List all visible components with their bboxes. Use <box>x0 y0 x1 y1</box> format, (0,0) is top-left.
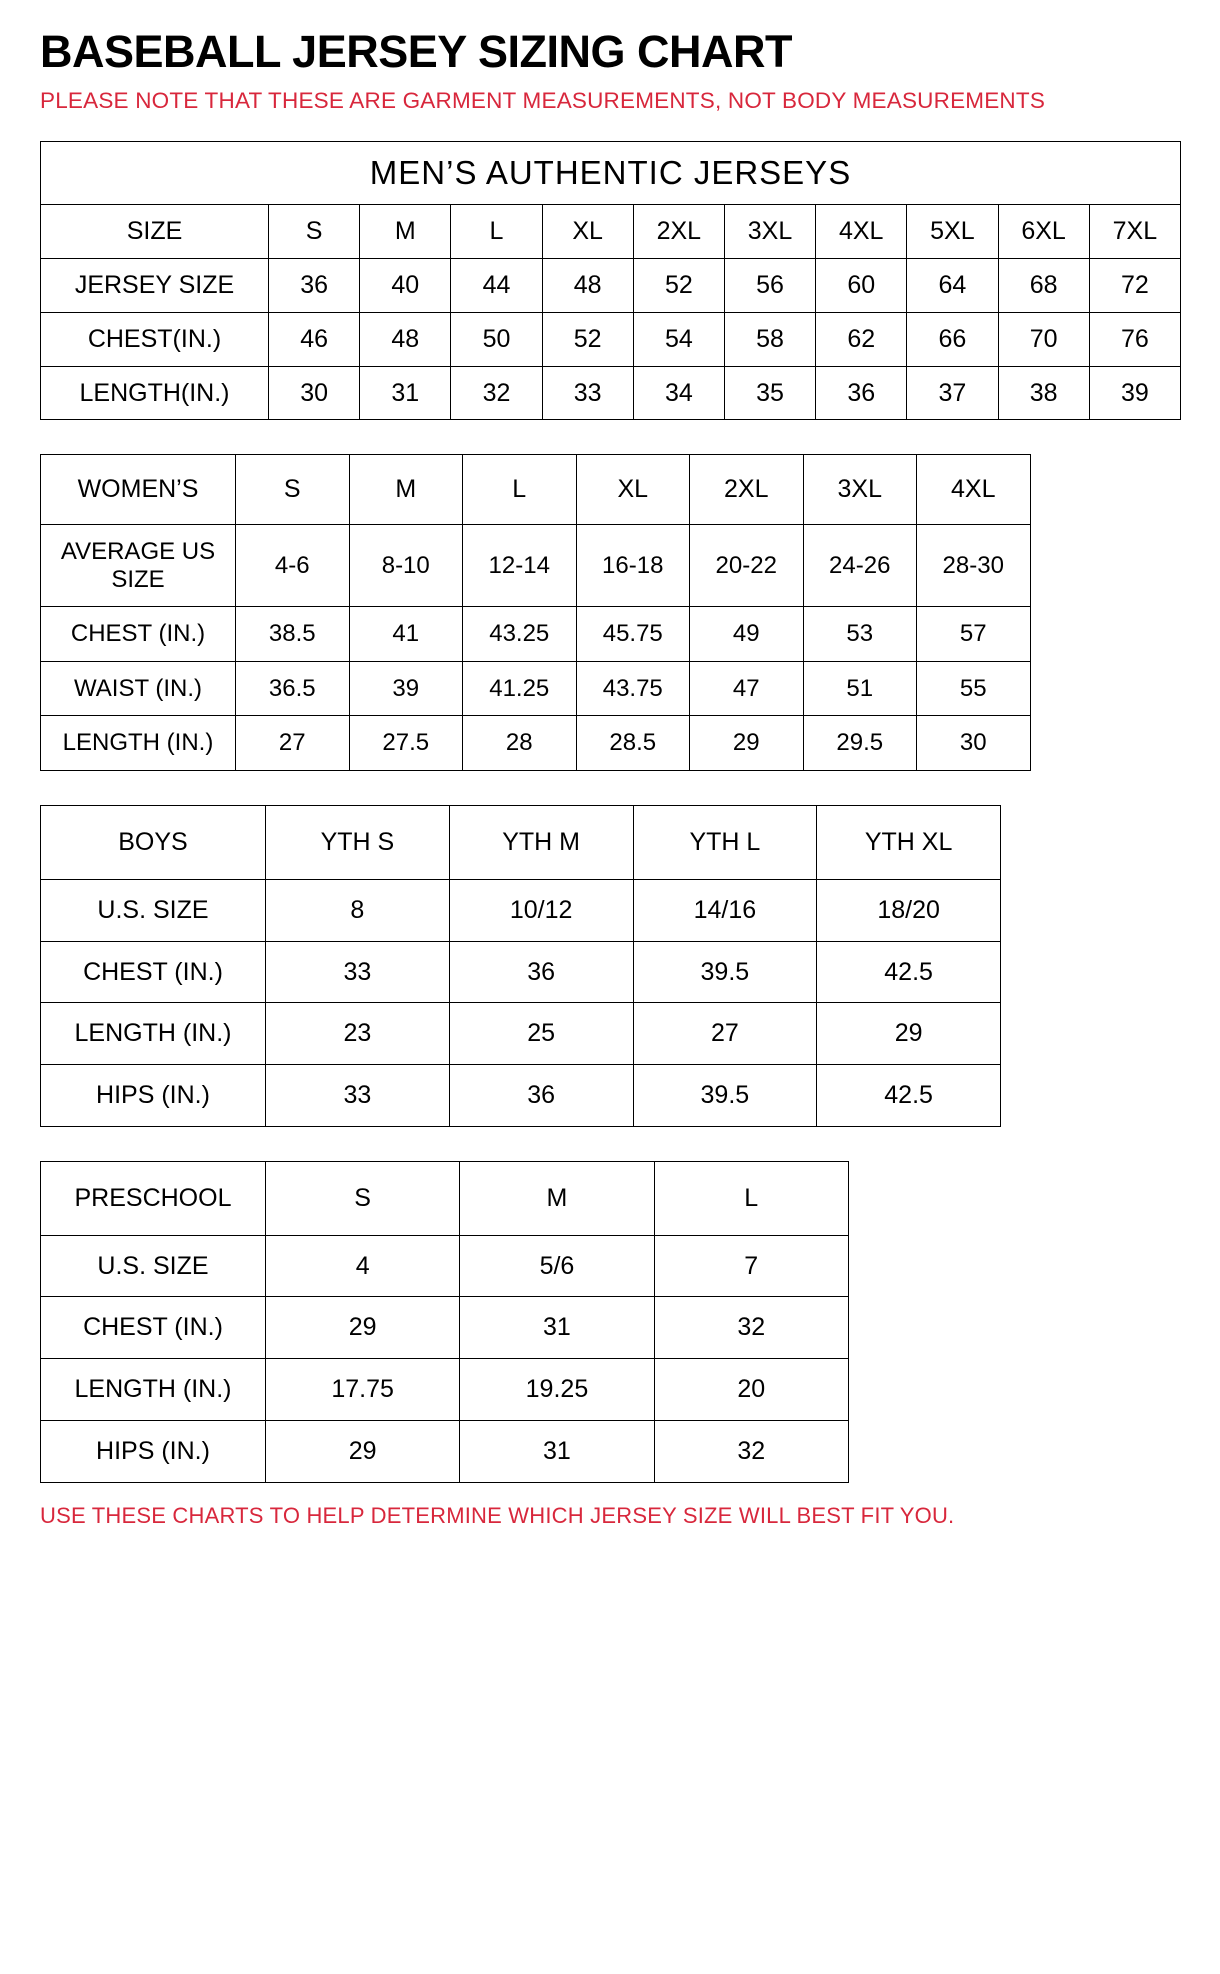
footer-note: USE THESE CHARTS TO HELP DETERMINE WHICH JERSEY SIZE WILL BEST FIT YOU. <box>40 1502 955 1528</box>
table-row <box>41 1297 849 1359</box>
table-cell: 47 <box>690 661 804 716</box>
preschool-row-label-us-size: U.S. SIZE <box>41 1235 266 1297</box>
preschool-row-label-chest: CHEST (IN.) <box>41 1297 266 1359</box>
mens-size-7xl: 7XL <box>1089 205 1180 259</box>
table-cell: 31 <box>460 1297 654 1359</box>
table-cell: 43.25 <box>463 607 577 662</box>
womens-size-xl: XL <box>576 455 690 525</box>
mens-size-s: S <box>269 205 360 259</box>
table-cell: 48 <box>360 312 451 366</box>
table-cell: 8 <box>266 879 450 941</box>
table-cell: 66 <box>907 312 998 366</box>
womens-row-label-average-us-size: AVERAGE US SIZE <box>41 525 236 607</box>
womens-header-label: WOMEN’S <box>41 455 236 525</box>
boys-row-label-hips: HIPS (IN.) <box>41 1065 266 1127</box>
table-cell: 37 <box>907 366 998 420</box>
boys-row-label-us-size: U.S. SIZE <box>41 879 266 941</box>
preschool-header-label: PRESCHOOL <box>41 1161 266 1235</box>
mens-row-label-jersey-size: JERSEY SIZE <box>41 259 269 313</box>
table-cell: 64 <box>907 259 998 313</box>
table-cell: 16-18 <box>576 525 690 607</box>
womens-size-3xl: 3XL <box>803 455 917 525</box>
mens-size-m: M <box>360 205 451 259</box>
table-cell: 36 <box>816 366 907 420</box>
table-cell: 39 <box>1089 366 1180 420</box>
table-cell: 50 <box>451 312 542 366</box>
table-cell: 7 <box>654 1235 848 1297</box>
measurement-note: PLEASE NOTE THAT THESE ARE GARMENT MEASUREMENTS, NOT BODY MEASUREMENTS <box>40 88 1046 114</box>
boys-size-yth-m: YTH M <box>449 806 633 880</box>
table-cell: 60 <box>816 259 907 313</box>
womens-sizing-table <box>40 454 1031 771</box>
table-row <box>41 1420 849 1482</box>
table-row <box>41 1235 849 1297</box>
table-cell: 38 <box>998 366 1089 420</box>
boys-row-label-length: LENGTH (IN.) <box>41 1003 266 1065</box>
womens-size-4xl: 4XL <box>917 455 1031 525</box>
table-cell: 27.5 <box>349 716 463 771</box>
mens-table-banner: MEN’S AUTHENTIC JERSEYS <box>41 142 1181 205</box>
table-cell: 31 <box>460 1420 654 1482</box>
boys-sizing-table <box>40 805 1001 1127</box>
table-cell: 42.5 <box>817 1065 1001 1127</box>
womens-row-label-length: LENGTH (IN.) <box>41 716 236 771</box>
table-cell: 32 <box>654 1420 848 1482</box>
table-cell: 17.75 <box>266 1359 460 1421</box>
mens-size-header-row <box>41 205 1181 259</box>
table-cell: 39 <box>349 661 463 716</box>
table-row <box>41 366 1181 420</box>
preschool-size-l: L <box>654 1161 848 1235</box>
womens-row-label-waist: WAIST (IN.) <box>41 661 236 716</box>
table-row <box>41 525 1031 607</box>
table-cell: 33 <box>542 366 633 420</box>
table-cell: 36 <box>449 1065 633 1127</box>
table-cell: 18/20 <box>817 879 1001 941</box>
table-cell: 40 <box>360 259 451 313</box>
table-cell: 41 <box>349 607 463 662</box>
womens-size-l: L <box>463 455 577 525</box>
table-cell: 46 <box>269 312 360 366</box>
boys-header-row <box>41 806 1001 880</box>
table-cell: 29 <box>817 1003 1001 1065</box>
table-cell: 55 <box>917 661 1031 716</box>
table-cell: 28.5 <box>576 716 690 771</box>
table-cell: 30 <box>269 366 360 420</box>
womens-row-label-chest: CHEST (IN.) <box>41 607 236 662</box>
mens-row-label-length: LENGTH(IN.) <box>41 366 269 420</box>
table-cell: 8-10 <box>349 525 463 607</box>
table-cell: 34 <box>633 366 724 420</box>
table-cell: 48 <box>542 259 633 313</box>
table-cell: 39.5 <box>633 1065 817 1127</box>
table-cell: 29 <box>266 1297 460 1359</box>
mens-size-6xl: 6XL <box>998 205 1089 259</box>
table-cell: 25 <box>449 1003 633 1065</box>
table-row <box>41 1359 849 1421</box>
table-cell: 33 <box>266 941 450 1003</box>
table-cell: 30 <box>917 716 1031 771</box>
table-cell: 33 <box>266 1065 450 1127</box>
table-cell: 53 <box>803 607 917 662</box>
table-row <box>41 607 1031 662</box>
table-cell: 56 <box>724 259 815 313</box>
table-cell: 4-6 <box>236 525 350 607</box>
mens-size-5xl: 5XL <box>907 205 998 259</box>
table-cell: 52 <box>633 259 724 313</box>
table-cell: 43.75 <box>576 661 690 716</box>
table-cell: 36 <box>449 941 633 1003</box>
table-cell: 28-30 <box>917 525 1031 607</box>
table-cell: 29.5 <box>803 716 917 771</box>
table-cell: 42.5 <box>817 941 1001 1003</box>
table-cell: 49 <box>690 607 804 662</box>
table-cell: 12-14 <box>463 525 577 607</box>
table-cell: 31 <box>360 366 451 420</box>
mens-size-2xl: 2XL <box>633 205 724 259</box>
preschool-size-s: S <box>266 1161 460 1235</box>
table-row <box>41 661 1031 716</box>
table-cell: 32 <box>451 366 542 420</box>
table-cell: 54 <box>633 312 724 366</box>
boys-row-label-chest: CHEST (IN.) <box>41 941 266 1003</box>
boys-size-yth-s: YTH S <box>266 806 450 880</box>
table-cell: 28 <box>463 716 577 771</box>
womens-size-m: M <box>349 455 463 525</box>
table-cell: 51 <box>803 661 917 716</box>
table-row <box>41 879 1001 941</box>
table-cell: 23 <box>266 1003 450 1065</box>
table-row <box>41 716 1031 771</box>
preschool-header-row <box>41 1161 849 1235</box>
table-cell: 5/6 <box>460 1235 654 1297</box>
table-cell: 20-22 <box>690 525 804 607</box>
table-cell: 10/12 <box>449 879 633 941</box>
table-cell: 38.5 <box>236 607 350 662</box>
table-row <box>41 1065 1001 1127</box>
boys-size-yth-xl: YTH XL <box>817 806 1001 880</box>
table-cell: 44 <box>451 259 542 313</box>
womens-size-s: S <box>236 455 350 525</box>
table-row <box>41 312 1181 366</box>
table-cell: 4 <box>266 1235 460 1297</box>
preschool-sizing-table <box>40 1161 849 1483</box>
womens-size-2xl: 2XL <box>690 455 804 525</box>
table-cell: 52 <box>542 312 633 366</box>
page-title: BASEBALL JERSEY SIZING CHART <box>40 26 792 77</box>
table-cell: 62 <box>816 312 907 366</box>
table-cell: 36 <box>269 259 360 313</box>
mens-table-banner-row <box>41 142 1181 205</box>
table-cell: 27 <box>236 716 350 771</box>
table-cell: 76 <box>1089 312 1180 366</box>
mens-size-3xl: 3XL <box>724 205 815 259</box>
table-row <box>41 259 1181 313</box>
boys-header-label: BOYS <box>41 806 266 880</box>
table-cell: 27 <box>633 1003 817 1065</box>
table-cell: 20 <box>654 1359 848 1421</box>
table-cell: 68 <box>998 259 1089 313</box>
mens-row-label-chest: CHEST(IN.) <box>41 312 269 366</box>
boys-size-yth-l: YTH L <box>633 806 817 880</box>
table-cell: 39.5 <box>633 941 817 1003</box>
table-cell: 36.5 <box>236 661 350 716</box>
preschool-row-label-length: LENGTH (IN.) <box>41 1359 266 1421</box>
mens-size-l: L <box>451 205 542 259</box>
table-cell: 57 <box>917 607 1031 662</box>
mens-sizing-table <box>40 141 1181 420</box>
preschool-row-label-hips: HIPS (IN.) <box>41 1420 266 1482</box>
preschool-size-m: M <box>460 1161 654 1235</box>
womens-header-row <box>41 455 1031 525</box>
mens-size-4xl: 4XL <box>816 205 907 259</box>
mens-size-xl: XL <box>542 205 633 259</box>
table-cell: 32 <box>654 1297 848 1359</box>
table-cell: 45.75 <box>576 607 690 662</box>
table-cell: 72 <box>1089 259 1180 313</box>
table-cell: 58 <box>724 312 815 366</box>
mens-size-label: SIZE <box>41 205 269 259</box>
table-cell: 24-26 <box>803 525 917 607</box>
table-row <box>41 1003 1001 1065</box>
table-cell: 14/16 <box>633 879 817 941</box>
table-cell: 19.25 <box>460 1359 654 1421</box>
table-row <box>41 941 1001 1003</box>
table-cell: 29 <box>266 1420 460 1482</box>
table-cell: 70 <box>998 312 1089 366</box>
table-cell: 35 <box>724 366 815 420</box>
table-cell: 41.25 <box>463 661 577 716</box>
table-cell: 29 <box>690 716 804 771</box>
